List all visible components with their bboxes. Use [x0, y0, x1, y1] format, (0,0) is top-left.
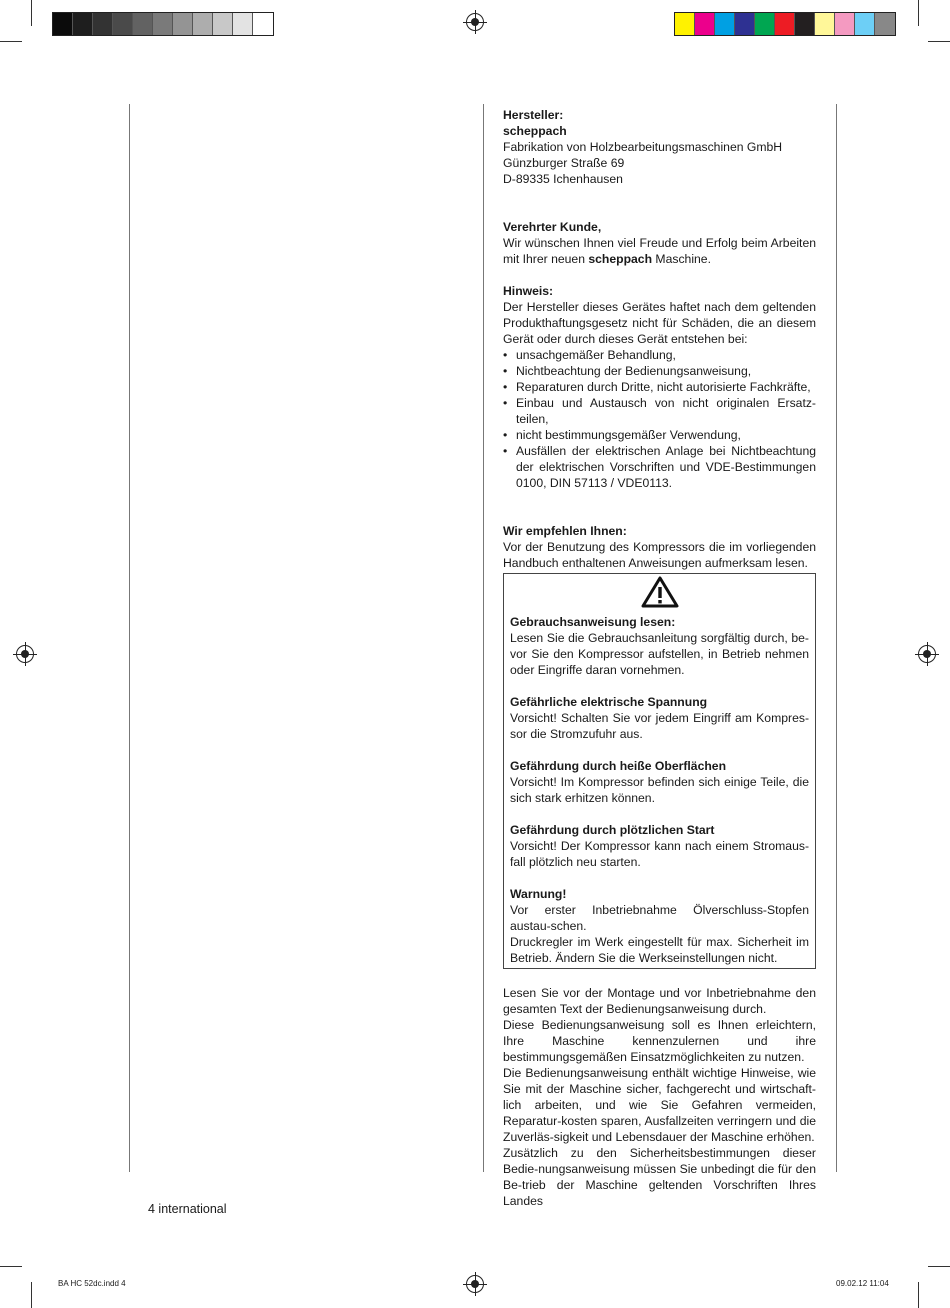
color-swatch	[735, 13, 755, 35]
color-swatch	[153, 13, 173, 35]
text-column	[503, 107, 816, 1209]
color-swatch	[93, 13, 113, 35]
list-item: • Einbau und Austausch von nicht originalen Ersatz-teilen,	[503, 395, 816, 427]
crop-mark	[31, 1282, 32, 1308]
warning-box	[503, 573, 816, 969]
warning-section-heading: Gebrauchsanweisung lesen:	[510, 615, 676, 629]
registration-mark-icon	[466, 1275, 484, 1293]
warning-triangle-icon	[510, 574, 809, 614]
customer-block	[503, 219, 816, 267]
color-swatch	[855, 13, 875, 35]
list-item: • Nichtbeachtung der Bedienungsanweisung,	[503, 363, 816, 379]
color-swatch	[73, 13, 93, 35]
warning-section-text: Vorsicht! Schalten Sie vor jedem Eingriff am Kompres-sor die Stromzufuhr aus.	[510, 711, 809, 741]
color-swatch	[53, 13, 73, 35]
warning-section-text: Lesen Sie die Gebrauchsanleitung sorgfältig durch, be-vor Sie den Kompressor aufstellen, in Betrieb nehmen oder Eingriffe daran vornehmen.	[510, 631, 809, 677]
body-text	[503, 985, 816, 1209]
note-heading: Hinweis:	[503, 284, 554, 298]
color-swatch	[173, 13, 193, 35]
column-rule	[483, 104, 484, 1172]
color-swatch	[193, 13, 213, 35]
recommend-block	[503, 523, 816, 571]
registration-mark-icon	[16, 645, 34, 663]
column-rule	[129, 104, 130, 1172]
crop-mark	[928, 41, 950, 42]
manufacturer-block	[503, 107, 816, 187]
color-swatch	[113, 13, 133, 35]
crop-mark	[31, 0, 32, 26]
body-paragraph: Die Bedienungsanweisung enthält wichtige Hinweise, wie Sie mit der Maschine sicher, fachgerecht und wirtschaft-lich arbeiten, und wie Sie Gefahren vermeiden, Reparatur-kosten sparen, Ausfallzeiten verringern und die Zuverläs-sigkeit und Lebensdauer der Maschine erhöhen.	[503, 1066, 816, 1144]
brand-name: scheppach	[503, 124, 567, 138]
list-item: • Ausfällen der elektrischen Anlage bei Nichtbeachtung der elektrischen Vorschriften und VDE-Bestimmungen 0100, DIN 57113 / VDE0113.	[503, 443, 816, 491]
street-address: Günzburger Straße 69	[503, 156, 625, 170]
manufacturer-heading: Hersteller:	[503, 108, 564, 122]
body-paragraph: Zusätzlich zu den Sicherheitsbestimmungen dieser Bedie-nungsanweisung müssen Sie unbedingt die für den Be-trieb der Maschine geltenden Vorschriften Ihres Landes	[503, 1146, 816, 1208]
crop-mark	[918, 1282, 919, 1308]
note-block	[503, 283, 816, 491]
warning-section-text: Vorsicht! Der Kompressor kann nach einem Stromaus-fall plötzlich neu starten.	[510, 839, 809, 869]
customer-heading: Verehrter Kunde,	[503, 220, 602, 234]
body-paragraph: Diese Bedienungsanweisung soll es Ihnen erleichtern, Ihre Maschine kennenzulernen und ihre bestimmungsgemäßen Einsatzmöglichkeiten zu nutzen.	[503, 1018, 816, 1064]
warning-section-heading: Warnung!	[510, 887, 567, 901]
color-swatch	[233, 13, 253, 35]
gray-swatch-bar	[52, 12, 274, 36]
crop-mark	[0, 1266, 22, 1267]
note-bullet-list	[503, 347, 816, 491]
column-rule	[836, 104, 837, 1172]
color-swatch	[213, 13, 233, 35]
color-swatch	[755, 13, 775, 35]
registration-mark-icon	[466, 13, 484, 31]
warning-section-text: Druckregler im Werk eingestellt für max. Sicherheit im Betrieb. Ändern Sie die Werkseinstellungen nicht.	[510, 935, 809, 965]
city-address: D-89335 Ichenhausen	[503, 172, 623, 186]
registration-mark-icon	[918, 645, 936, 663]
color-swatch	[835, 13, 855, 35]
list-item: • unsachgemäßer Behandlung,	[503, 347, 816, 363]
warning-section-heading: Gefährliche elektrische Spannung	[510, 695, 708, 709]
list-item: • Reparaturen durch Dritte, nicht autorisierte Fachkräfte,	[503, 379, 816, 395]
crop-mark	[918, 0, 919, 26]
color-swatch	[133, 13, 153, 35]
company-name: Fabrikation von Holzbearbeitungsmaschinen GmbH	[503, 140, 783, 154]
brand-inline: scheppach	[588, 252, 653, 266]
crop-mark	[0, 41, 22, 42]
color-swatch	[775, 13, 795, 35]
color-swatch	[253, 13, 273, 35]
warning-section-text: Vorsicht! Im Kompressor befinden sich einige Teile, die sich stark erhitzen können.	[510, 775, 809, 805]
color-swatch	[675, 13, 695, 35]
body-paragraph: Lesen Sie vor der Montage und vor Inbetriebnahme den gesamten Text der Bedienungsanweisung durch.	[503, 986, 816, 1016]
color-swatch	[875, 13, 895, 35]
warning-section-text: Vor erster Inbetriebnahme Ölverschluss-Stopfen austau-schen.	[510, 903, 809, 933]
list-item: • nicht bestimmungsgemäßer Verwendung,	[503, 427, 816, 443]
color-swatch	[695, 13, 715, 35]
warning-section-heading: Gefährdung durch plötzlichen Start	[510, 823, 715, 837]
page-number: 4 international	[148, 1202, 227, 1216]
warning-section-heading: Gefährdung durch heiße Oberflächen	[510, 759, 727, 773]
slug-timestamp: 09.02.12 11:04	[836, 1279, 889, 1288]
crop-mark	[928, 1266, 950, 1267]
note-intro: Der Hersteller dieses Gerätes haftet nach dem geltenden Produkthaftungsgesetz nicht für Schäden, die an diesem Gerät oder durch dieses Gerät entstehen bei:	[503, 300, 816, 346]
color-swatch	[815, 13, 835, 35]
color-swatch	[715, 13, 735, 35]
slug-filename: BA HC 52dc.indd 4	[58, 1279, 126, 1288]
color-swatch-bar	[674, 12, 896, 36]
recommend-text: Vor der Benutzung des Kompressors die im vorliegenden Handbuch enthaltenen Anweisungen aufmerksam lesen.	[503, 540, 816, 570]
color-swatch	[795, 13, 815, 35]
customer-text: Wir wünschen Ihnen viel Freude und Erfolg beim Arbeiten mit Ihrer neuen scheppach Maschine.	[503, 236, 816, 266]
recommend-heading: Wir empfehlen Ihnen:	[503, 524, 627, 538]
